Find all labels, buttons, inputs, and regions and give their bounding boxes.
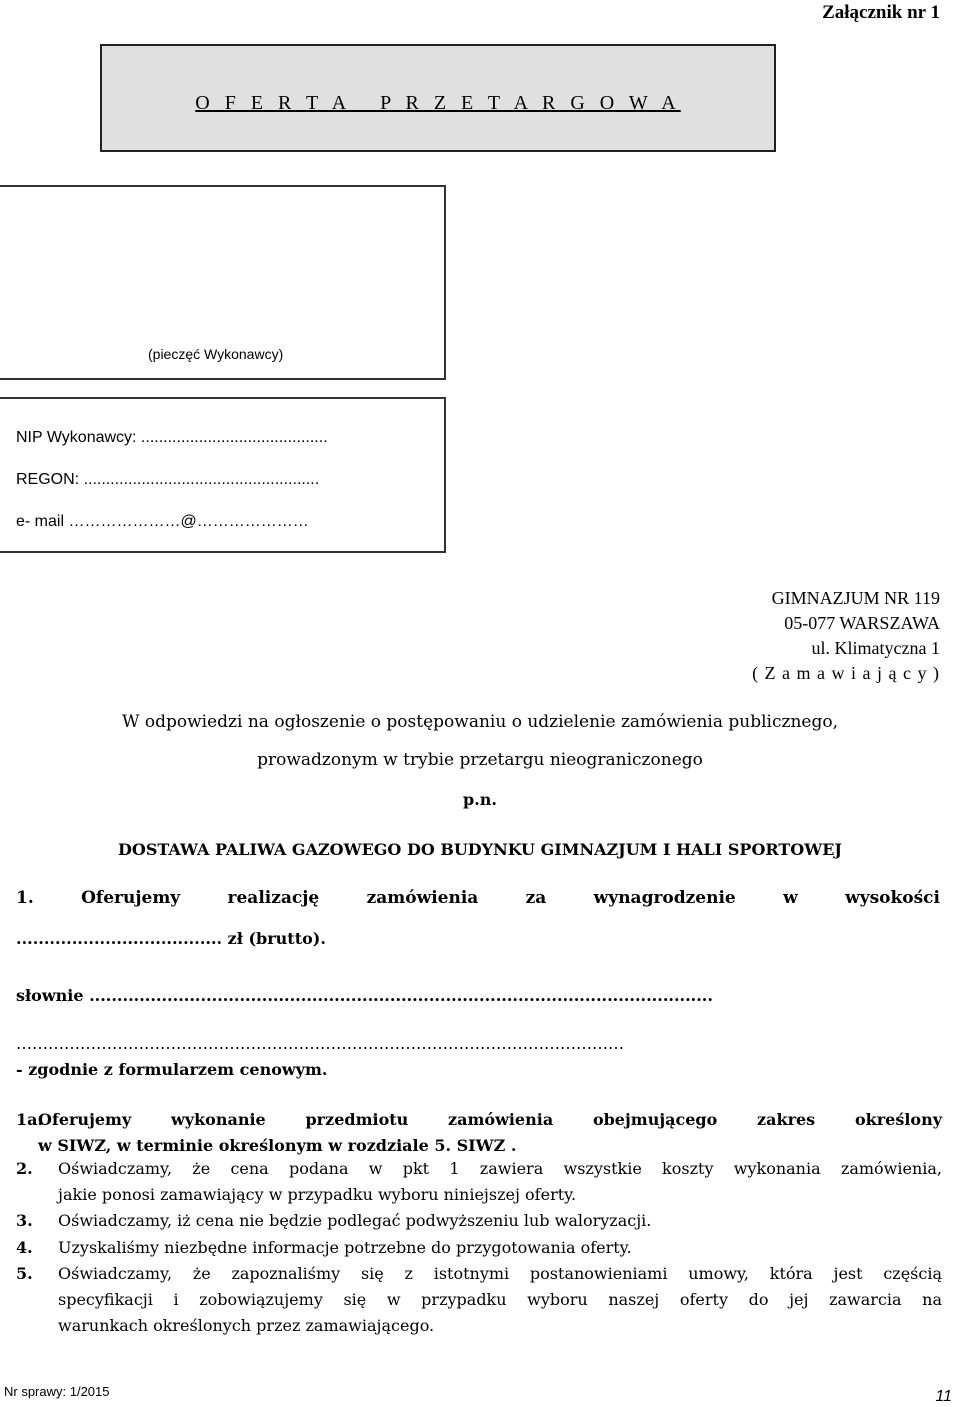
- item-5-line-3: warunkach określonych przez zamawiającego.: [58, 1316, 435, 1335]
- item-4-line-1: Uzyskaliśmy niezbędne informacje potrzebne do przygotowania oferty.: [58, 1238, 632, 1257]
- recipient-name: GIMNAZJUM NR 119: [771, 588, 940, 608]
- item-3-line-1: Oświadczamy, iż cena nie będzie podlegać podwyższeniu lub waloryzacji.: [58, 1211, 652, 1230]
- recipient-street: ul. Klimatyczna 1: [811, 638, 940, 658]
- price-in-words: słownie ................................................................................................................: [16, 986, 713, 1005]
- document-title: O F E R T A P R Z E T A R G O W A: [195, 92, 681, 114]
- pn-label: p.n.: [463, 790, 497, 809]
- item-5-line-1: Oświadczamy, że zapoznaliśmy się z istotnymi postanowieniami umowy, która jest częścią: [58, 1264, 942, 1283]
- item-1a-number: 1a.: [16, 1110, 44, 1129]
- offer-price-amount: ..................................... zł (brutto).: [16, 929, 326, 948]
- item-5-number: 5.: [16, 1264, 33, 1283]
- page-number: 11: [935, 1388, 952, 1405]
- title-box: [100, 44, 776, 152]
- email-field: e- mail …………………@…………………: [16, 513, 309, 530]
- attachment-label: Załącznik nr 1: [822, 2, 940, 23]
- case-number: Nr sprawy: 1/2015: [4, 1384, 110, 1399]
- item-5-line-2: specyfikacji i zobowiązujemy się w przypadku wyboru naszej oferty do jej zawarcia na: [58, 1290, 942, 1309]
- item-1a-line-1: Oferujemy wykonanie przedmiotu zamówienia obejmującego zakres określony: [38, 1110, 942, 1129]
- recipient-role: ( Z a m a w i a j ą c y ): [752, 663, 940, 683]
- item-2-line-2: jakie ponosi zamawiający w przypadku wyboru niniejszej oferty.: [58, 1185, 577, 1204]
- recipient-address: [752, 586, 940, 686]
- regon-field: REGON: .....................................................: [16, 471, 320, 488]
- intro-line-2: prowadzonym w trybie przetargu nieograniczonego: [257, 750, 703, 770]
- recipient-postcode: 05-077 WARSZAWA: [784, 613, 940, 633]
- tender-subject: DOSTAWA PALIWA GAZOWEGO DO BUDYNKU GIMNAZJUM I HALI SPORTOWEJ: [118, 840, 842, 859]
- price-form-note: - zgodnie z formularzem cenowym.: [16, 1060, 328, 1079]
- item-2-number: 2.: [16, 1159, 33, 1178]
- nip-field: NIP Wykonawcy: ..........................................: [16, 429, 328, 446]
- dotted-line: ……………………………………………………………………………………………………: [16, 1034, 624, 1053]
- contractor-info-box: [0, 397, 446, 553]
- item-3-number: 3.: [16, 1211, 33, 1230]
- item-4-number: 4.: [16, 1238, 33, 1257]
- item-2-line-1: Oświadczamy, że cena podana w pkt 1 zawiera wszystkie koszty wykonania zamówienia,: [58, 1159, 942, 1178]
- offer-price-line: 1. Oferujemy realizację zamówienia za wynagrodzenie w wysokości: [16, 888, 940, 908]
- stamp-box: [0, 185, 446, 380]
- item-1a-line-2: w SIWZ, w terminie określonym w rozdziale 5. SIWZ .: [38, 1136, 517, 1155]
- intro-line-1: W odpowiedzi na ogłoszenie o postępowaniu o udzielenie zamówienia publicznego,: [122, 712, 838, 732]
- stamp-label: (pieczęć Wykonawcy): [148, 346, 284, 362]
